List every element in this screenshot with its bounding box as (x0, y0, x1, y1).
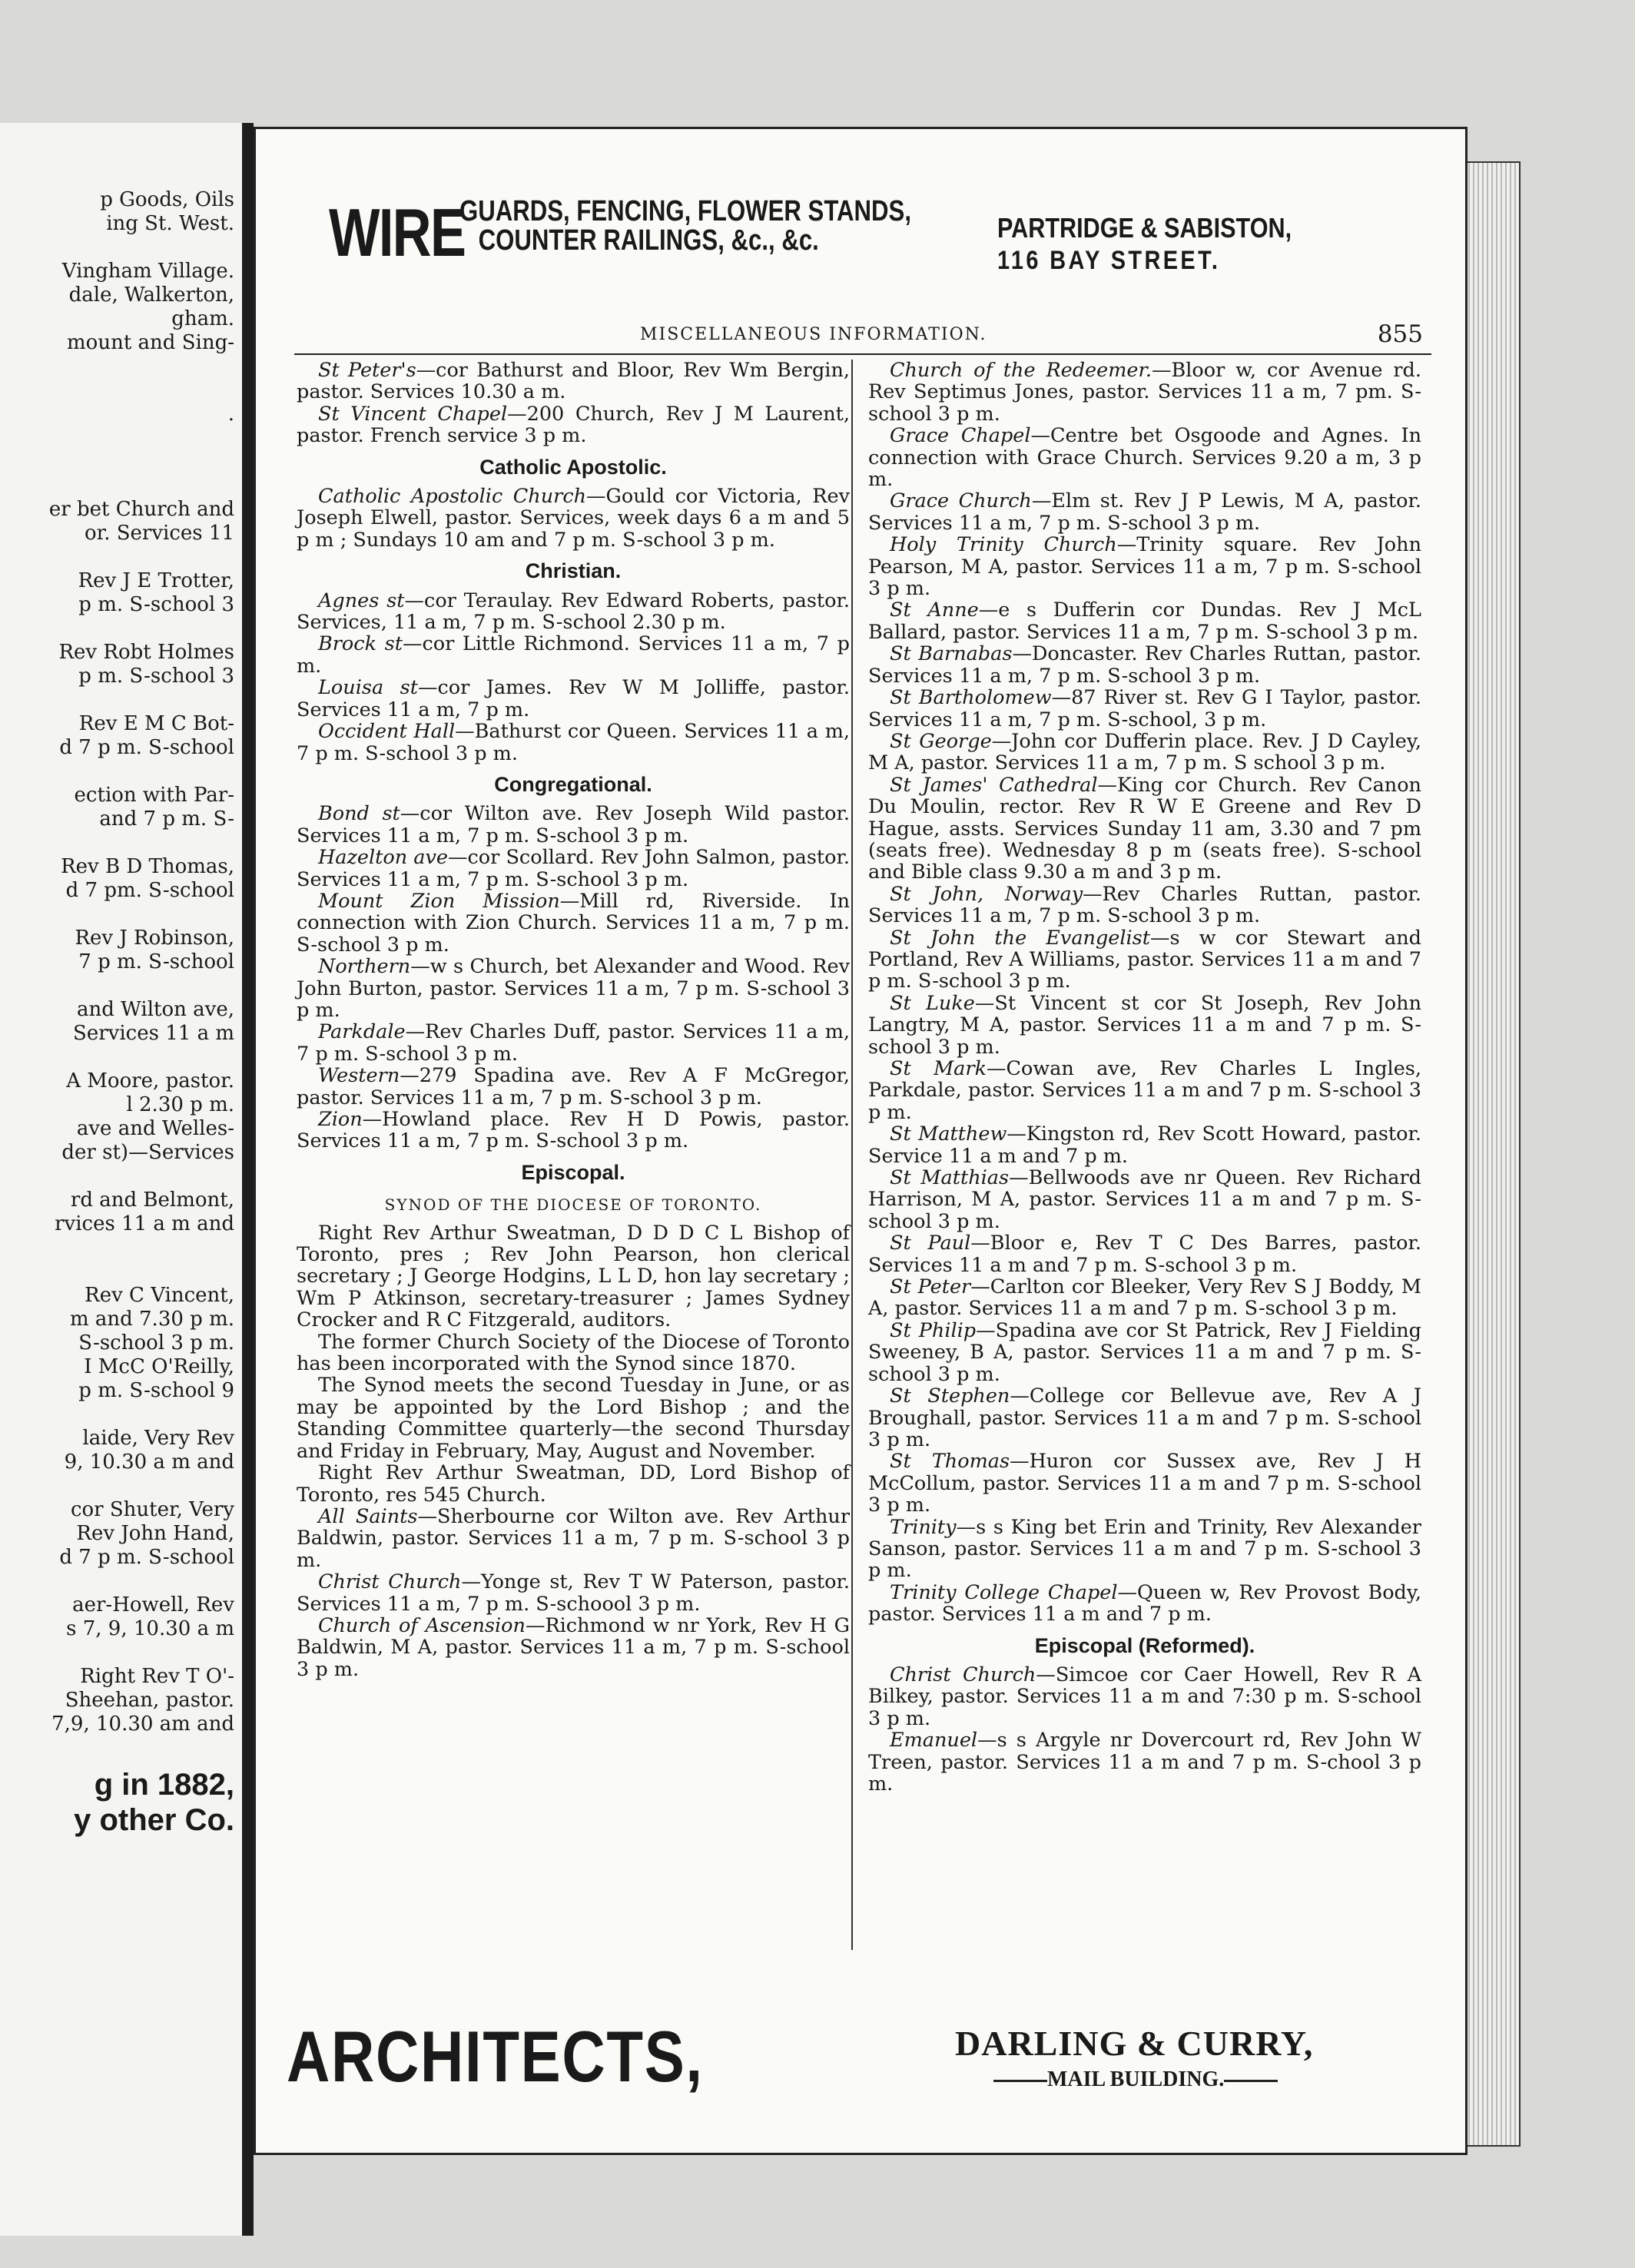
entry-text: —Spadina ave cor St Patrick, Rev J Fielding Sweeney, B A, pastor. Services 11 a m and 7 p m. S-school 3 p m. (868, 1318, 1421, 1386)
facing-page-line (4, 903, 234, 927)
directory-entry (868, 1517, 1421, 1582)
directory-entry (868, 1582, 1421, 1626)
facing-page-line: Rev E M C Bot- (78, 712, 234, 735)
entry-text: —w s Church, bet Alexander and Wood. Rev John Burton, pastor. Services 11 a m, 7 p m. S-school 3 p m. (297, 955, 850, 1022)
entry-text: —Bloor w, cor Avenue rd. Rev Septimus Jones, pastor. Services 11 a m, 7 pm. S-school 3 p m. (868, 359, 1421, 426)
directory-entry (297, 1462, 850, 1506)
ad-architect-address (993, 2067, 1278, 2092)
entry-text: —cor Wilton ave. Rev Joseph Wild pastor. Services 11 a m, 7 p m. S-school 3 p m. (297, 802, 851, 847)
directory-entry (297, 633, 850, 677)
header-advertisement (329, 189, 1447, 274)
entry-text: —Huron cor Sussex ave, Rev J H McCollum, pastor. Services 11 a m and 7 p m. S-school 3 p m. (868, 1450, 1421, 1517)
entry-name: Church of Ascension (318, 1613, 526, 1637)
entry-text: —Centre bet Osgoode and Agnes. In connection with Grace Church. Services 9.20 a m, 3 p m. (868, 424, 1421, 492)
directory-entry (297, 486, 850, 551)
entry-text: —Bellwoods ave nr Queen. Rev Richard Harrison, M A, pastor. Services 11 a m and 7 p m. S-school 3 p m. (868, 1166, 1421, 1233)
directory-entry (868, 687, 1421, 731)
facing-page-line: Sheehan, pastor. (65, 1689, 234, 1712)
entry-text: —Gould cor Victoria, Rev Joseph Elwell, pastor. Services, week days 6 a m and 5 p m ; Sundays 10 am and 7 p m. S-school 3 p m. (297, 485, 850, 552)
facing-page-line: S-school 3 p m. (78, 1331, 234, 1354)
facing-page-line: p m. S-school 3 (78, 593, 234, 616)
directory-entry (868, 1385, 1421, 1451)
entry-text: Right Rev Arthur Sweatman, D D D C L Bishop of Toronto, pres ; Rev John Pearson, hon clerical secretary ; J George Hodgins, L L D, hon lay secretary ; Wm P Atkinson, secretary-treasurer ; James Sydney Crocker and R C Fitzgerald, auditors. (297, 1221, 850, 1332)
facing-page-line: ection with Par- (74, 784, 234, 807)
directory-entry (868, 599, 1421, 643)
entry-name: Trinity College Chapel (890, 1580, 1118, 1604)
left-column (297, 360, 850, 1680)
entry-text: —87 River st. Rev G I Taylor, pastor. Services 11 a m, 7 p m. S-school, 3 p m. (868, 686, 1421, 731)
entry-name: Western (318, 1064, 400, 1088)
page-number: 855 (1377, 320, 1423, 348)
facing-page-line: p Goods, Oils (100, 188, 234, 211)
facing-page-line: s 7, 9, 10.30 a m (66, 1617, 234, 1640)
facing-page-line (4, 831, 234, 855)
facing-page-line: 7 p m. S-school (78, 950, 234, 973)
entry-name: Northern (318, 955, 411, 979)
entry-text: —Bathurst cor Queen. Services 11 a m, 7 p m. S-school 3 p m. (297, 720, 850, 765)
facing-page-line: ing St. West. (106, 212, 234, 235)
facing-page-line: or. Services 11 (84, 522, 234, 545)
directory-entry (297, 677, 850, 721)
directory-entry (868, 1451, 1421, 1516)
directory-entry (868, 1320, 1421, 1385)
entry-text: —Carlton cor Bleeker, Very Rev S J Boddy, M A, pastor. Services 11 a m and 7 p m. S-school 3 p m. (868, 1275, 1421, 1321)
facing-page-line (4, 474, 234, 498)
directory-entry (868, 993, 1421, 1058)
facing-page-line: d 7 p m. S-school (59, 736, 234, 759)
entry-text: —King cor Church. Rev Canon Du Moulin, rector. Rev R W E Greene and Rev D Hague, assts. Services Sunday 11 am, 3.30 and 7 pm (seats free). Wednesday 8 p m (seats free). S-school and Bible class 9.30 a m and 3 p m. (868, 773, 1421, 884)
entry-name: St Luke (890, 991, 975, 1015)
directory-entry (297, 1615, 850, 1680)
facing-page-line: dale, Walkerton, (68, 284, 234, 307)
facing-page-line (4, 450, 234, 474)
section-heading: Episcopal. (521, 1160, 625, 1184)
entry-name: Holy Trinity Church (890, 533, 1117, 557)
section-heading: Congregational. (494, 772, 652, 796)
entry-text: —Richmond w nr York, Rev H G Baldwin, M A, pastor. Services 11 a m, 7 p m. S-school 3 p m. (297, 1613, 851, 1681)
facing-page-line (4, 379, 234, 403)
facing-page-line (4, 1046, 234, 1069)
facing-page-line (4, 426, 234, 450)
entry-name: St Paul (890, 1232, 971, 1255)
ad-products-line-1: GUARDS, FENCING, FLOWER STANDS, (459, 195, 912, 227)
directory-entry (297, 1222, 850, 1331)
facing-page-line: aer-Howell, Rev (72, 1593, 234, 1616)
entry-text: —Bloor e, Rev T C Des Barres, pastor. Services 11 a m and 7 p m. S-school 3 p m. (868, 1232, 1421, 1277)
facing-page-line (4, 545, 234, 569)
entry-name: Agnes st (318, 589, 405, 612)
facing-page-line: d 7 p m. S-school (59, 1546, 234, 1569)
directory-entry (297, 1374, 850, 1462)
entry-text: —Simcoe cor Caer Howell, Rev R A Bilkey, pastor. Services 11 a m and 7:30 p m. S-school 3 p m. (868, 1663, 1421, 1730)
entry-name: St John, Norway (890, 882, 1083, 906)
facing-page-line: and Wilton ave, (76, 998, 234, 1021)
running-head (256, 320, 1465, 356)
facing-page-line: laide, Very Rev (82, 1427, 234, 1450)
facing-page-line: Rev Robt Holmes (58, 641, 234, 664)
entry-name: St Mark (890, 1057, 987, 1080)
facing-page-line: Rev J E Trotter, (78, 569, 234, 592)
ad-firm (997, 212, 1292, 277)
directory-entry (297, 890, 850, 956)
directory-entry (297, 360, 850, 403)
facing-page-line (4, 1165, 234, 1189)
entry-name: Zion (318, 1108, 363, 1131)
entry-text: —s s Argyle nr Dovercourt rd, Rev John W Treen, pastor. Services 11 a m and 7 p m. S-chool 3 p m. (868, 1729, 1421, 1796)
directory-entry (297, 590, 850, 634)
facing-page-line (4, 1403, 234, 1427)
facing-page-line: der st)—Services (61, 1141, 234, 1164)
entry-text: —Kingston rd, Rev Scott Howard, pastor. Service 11 a m and 7 p m. (868, 1122, 1421, 1168)
entry-text: —Yonge st, Rev T W Paterson, pastor. Services 11 a m, 7 p m. S-schoool 3 p m. (297, 1570, 850, 1616)
entry-text: The former Church Society of the Diocese of Toronto has been incorporated with the Synod since 1870. (297, 1330, 850, 1376)
directory-entry (297, 1065, 850, 1109)
facing-page-line: mount and Sing- (67, 331, 234, 354)
facing-page-line: 7,9, 10.30 am and (51, 1713, 234, 1736)
facing-page-line: gham. (171, 307, 234, 330)
entry-name: Grace Chapel (890, 424, 1031, 448)
entry-name: St Bartholomew (890, 686, 1052, 710)
facing-page-line: m and 7.30 p m. (69, 1308, 234, 1331)
entry-text: —College cor Bellevue ave, Rev A J Broughall, pastor. Services 11 a m and 7 p m. S-school 3 p m. (868, 1384, 1421, 1451)
facing-page-line (4, 1236, 234, 1260)
directory-entry (868, 927, 1421, 993)
directory-entry (868, 360, 1421, 425)
entry-name: Trinity (890, 1515, 957, 1539)
directory-entry (297, 1506, 850, 1571)
entry-name: Emanuel (890, 1729, 978, 1752)
facing-page-line: er bet Church and (48, 498, 234, 521)
facing-page-line (4, 688, 234, 712)
directory-entry (868, 884, 1421, 927)
directory-entry (297, 803, 850, 847)
entry-name: St George (890, 729, 992, 753)
entry-text: —cor Teraulay. Rev Edward Roberts, pastor. Services, 11 a m, 7 p m. S-school 2.30 p m. (297, 589, 851, 635)
entry-text: —Trinity square. Rev John Pearson, M A, pastor. Services 11 a m, 7 p m. S-school 3 p m. (868, 533, 1421, 601)
facing-page-line: Vingham Village. (61, 260, 234, 283)
page-edges (1464, 161, 1521, 2147)
facing-page-line (4, 617, 234, 641)
directory-entry (868, 490, 1421, 534)
facing-page-line: Rev J Robinson, (75, 927, 234, 950)
entry-text: —Mill rd, Riverside. In connection with Zion Church. Services 11 a m, 7 p m. S-school 3 p m. (297, 889, 850, 957)
facing-page-line: p m. S-school 3 (78, 665, 234, 688)
entry-name: Grace Church (890, 489, 1032, 513)
subsection-heading: SYNOD OF THE DIOCESE OF TORONTO. (384, 1195, 762, 1215)
ad-architect-firm: DARLING & CURRY, (955, 2024, 1314, 2063)
facing-page-line: Rev C Vincent, (85, 1284, 234, 1307)
facing-page-line: cor Shuter, Very (70, 1498, 234, 1521)
facing-page-text (4, 188, 234, 1838)
right-column (868, 360, 1421, 1795)
entry-text: —279 Spadina ave. Rev A F McGregor, pastor. Services 11 a m, 7 p m. S-school 3 p m. (297, 1064, 850, 1109)
facing-page-line: . (227, 403, 234, 426)
entry-name: St Matthew (890, 1122, 1007, 1146)
facing-page-line: A Moore, pastor. (66, 1069, 234, 1093)
book-gutter (242, 123, 254, 2236)
directory-entry (297, 956, 850, 1021)
entry-name: St Matthias (890, 1166, 1010, 1190)
entry-text: —Rev Charles Duff, pastor. Services 11 a m, 7 p m. S-school 3 p m. (297, 1020, 850, 1066)
entry-name: St Peter's (318, 359, 416, 382)
entry-name: Church of the Redeemer. (890, 359, 1152, 382)
entry-text: —s w cor Stewart and Portland, Rev A Williams, pastor. Services 11 a m and 7 p m. S-school 3 p m. (868, 926, 1422, 993)
directory-entry (868, 1276, 1421, 1320)
facing-page-line: p m. S-school 9 (78, 1379, 234, 1402)
facing-page-line: and 7 p m. S- (99, 807, 234, 831)
ad-firm-name: PARTRIDGE & SABISTON, (997, 212, 1292, 244)
facing-page-line: d 7 pm. S-school (65, 879, 234, 902)
ad-architects: ARCHITECTS, (287, 2016, 704, 2097)
directory-entry (868, 425, 1421, 490)
entry-name: St Vincent Chapel (318, 402, 508, 426)
facing-page-line (4, 1260, 234, 1284)
directory-entry (868, 1058, 1421, 1123)
facing-page-ad-line: y other Co. (74, 1803, 234, 1837)
directory-entry (868, 774, 1421, 884)
directory-entry (868, 1232, 1421, 1276)
ad-wire-title: WIRE (329, 194, 466, 270)
directory-entry (297, 403, 850, 447)
entry-name: Brock st (318, 632, 403, 656)
entry-name: Catholic Apostolic Church (318, 485, 587, 509)
entry-name: St Stephen (890, 1384, 1010, 1408)
header-rule (294, 353, 1431, 355)
entry-name: St Philip (890, 1318, 977, 1342)
entry-name: Hazelton ave (318, 846, 448, 870)
facing-page-line (4, 760, 234, 784)
entry-text: —e s Dufferin cor Dundas. Rev J McL Ballard, pastor. Services 11 a m, 7 p m. S-school 3 p m. (868, 598, 1421, 644)
entry-name: St Thomas (890, 1450, 1010, 1474)
directory-entry (868, 1729, 1421, 1795)
entry-text: —John cor Dufferin place. Rev. J D Cayley, M A, pastor. Services 11 a m, 7 p m. S school 3 p m. (868, 729, 1421, 775)
entry-text: —cor Little Richmond. Services 11 a m, 7 p m. (297, 632, 850, 678)
directory-entry (297, 847, 850, 890)
facing-page-line (4, 236, 234, 260)
directory-page (254, 127, 1468, 2155)
facing-page-line: I McC O'Reilly, (84, 1355, 234, 1378)
entry-text: —cor James. Rev W M Jolliffe, pastor. Services 11 a m, 7 p m. (297, 676, 850, 721)
entry-text: —St Vincent st cor St Joseph, Rev John Langtry, M A, pastor. Services 11 a m and 7 p m. S-school 3 p m. (868, 991, 1421, 1059)
facing-page-line: Right Rev T O'- (80, 1665, 234, 1688)
entry-name: Mount Zion Mission (318, 889, 560, 913)
entry-text: —Sherbourne cor Wilton ave. Rev Arthur Baldwin, pastor. Services 11 a m, 7 p m. S-school 3 p m. (297, 1504, 851, 1572)
entry-text: Right Rev Arthur Sweatman, DD, Lord Bishop of Toronto, res 545 Church. (297, 1461, 850, 1507)
directory-entry (868, 534, 1421, 599)
facing-page-line (4, 1570, 234, 1593)
facing-page-line (4, 974, 234, 998)
entry-text: —200 Church, Rev J M Laurent, pastor. French service 3 p m. (297, 402, 850, 448)
running-head-title: MISCELLANEOUS INFORMATION. (640, 325, 987, 344)
entry-text: —Elm st. Rev J P Lewis, M A, pastor. Services 11 a m, 7 p m. S-school 3 p m. (868, 489, 1421, 535)
entry-name: Louisa st (318, 676, 418, 700)
section-heading: Christian. (525, 559, 622, 583)
directory-entry (868, 643, 1421, 687)
directory-entry (868, 1167, 1421, 1232)
entry-name: St Peter (890, 1275, 971, 1299)
column-divider (851, 360, 853, 1950)
footer-advertisement (287, 2015, 1439, 2107)
ad-products (459, 197, 911, 255)
facing-page-line: 9, 10.30 a m and (64, 1451, 234, 1474)
directory-entry (297, 721, 850, 764)
facing-page-line: ave and Welles- (76, 1117, 234, 1140)
entry-name: St John the Evangelist (890, 926, 1151, 950)
directory-entry (297, 1571, 850, 1615)
entry-text: —Rev Charles Ruttan, pastor. Services 11 a m, 7 p m. S-school 3 p m. (868, 882, 1421, 928)
entry-text: —s s King bet Erin and Trinity, Rev Alexander Sanson, pastor. Services 11 a m and 7 p m. S-school 3 p m. (868, 1515, 1421, 1583)
facing-page-line: rd and Belmont, (70, 1189, 234, 1212)
entry-name: Christ Church (318, 1570, 462, 1594)
section-heading: Catholic Apostolic. (479, 455, 667, 479)
directory-entry (868, 731, 1421, 774)
entry-name: Occident Hall (318, 720, 456, 744)
directory-entry (868, 1123, 1421, 1167)
facing-page-line: Services 11 a m (73, 1022, 234, 1045)
entry-name: St Anne (890, 598, 979, 622)
directory-entry (297, 1109, 850, 1152)
entry-text: The Synod meets the second Tuesday in June, or as may be appointed by the Lord Bishop ; and the Standing Committee quarterly—the second Thursday and Friday in February, May, August and November. (297, 1374, 850, 1463)
facing-page-line (4, 355, 234, 379)
directory-entry (868, 1664, 1421, 1729)
facing-page-line: l 2.30 p m. (126, 1093, 234, 1116)
facing-page-line: Rev John Hand, (76, 1522, 234, 1545)
entry-name: St Barnabas (890, 642, 1013, 666)
entry-name: Bond st (318, 802, 400, 826)
facing-page-line: rvices 11 a m and (55, 1212, 234, 1235)
ad-building-name: MAIL BUILDING. (1047, 2067, 1225, 2091)
facing-page-line (4, 1474, 234, 1498)
entry-text: —Doncaster. Rev Charles Ruttan, pastor. Services 11 a m, 7 p m. S-school 3 p m. (868, 642, 1421, 688)
ad-firm-address: 116 BAY STREET. (997, 246, 1221, 275)
facing-page-ad-line: g in 1882, (94, 1768, 234, 1802)
entry-name: St James' Cathedral (890, 773, 1098, 797)
entry-text: —Cowan ave, Rev Charles L Ingles, Parkdale, pastor. Services 11 a m and 7 p m. S-school 3 p m. (868, 1057, 1421, 1124)
section-heading: Episcopal (Reformed). (1034, 1633, 1255, 1657)
entry-text: —Howland place. Rev H D Powis, pastor. Services 11 a m, 7 p m. S-school 3 p m. (297, 1108, 850, 1153)
facing-page (0, 123, 244, 2236)
ad-products-line-2: COUNTER RAILINGS, &c., &c. (478, 224, 819, 257)
entry-name: All Saints (318, 1504, 418, 1528)
directory-entry (297, 1021, 850, 1065)
entry-name: Parkdale (318, 1020, 406, 1044)
directory-entry (297, 1331, 850, 1375)
entry-text: —cor Scollard. Rev John Salmon, pastor. Services 11 a m, 7 p m. S-school 3 p m. (297, 846, 850, 891)
entry-name: Christ Church (890, 1663, 1036, 1686)
facing-page-line: Rev B D Thomas, (61, 855, 234, 878)
facing-page-line (4, 1641, 234, 1665)
entry-text: —Queen w, Rev Provost Body, pastor. Services 11 a m and 7 p m. (868, 1580, 1421, 1626)
entry-text: —cor Bathurst and Bloor, Rev Wm Bergin, pastor. Services 10.30 a m. (297, 359, 850, 404)
